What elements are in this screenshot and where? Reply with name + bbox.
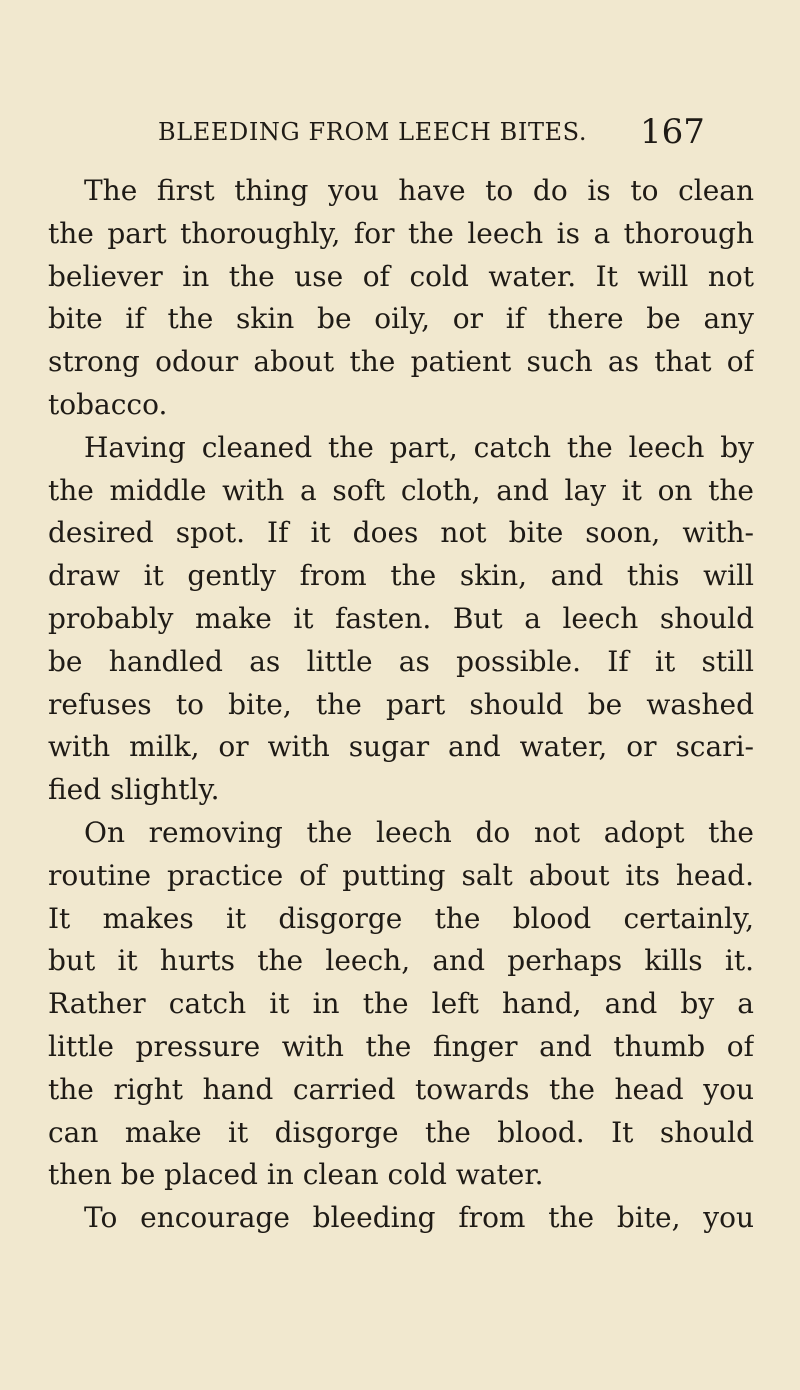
text-line: the right hand carried towards the head you (48, 1072, 754, 1106)
text-line: Having cleaned the part, catch the leech by (84, 430, 754, 464)
text-line: be handled as little as possible. If it still (48, 644, 754, 678)
text-line: little pressure with the finger and thumb of (48, 1029, 754, 1063)
text-line: believer in the use of cold water. It will not (48, 259, 754, 293)
text-line: draw it gently from the skin, and this will (48, 559, 754, 593)
text-line: fied slightly. (48, 773, 220, 807)
text-line: On removing the leech do not adopt the (84, 815, 754, 849)
text-line: but it hurts the leech, and perhaps kills it. (48, 944, 754, 978)
text-line: The first thing you have to do is to clean (84, 174, 754, 207)
text-line: bite if the skin be oily, or if there be any (48, 302, 754, 336)
text-line: the middle with a soft cloth, and lay it on the (48, 473, 754, 507)
text-line: strong odour about the patient such as that of (48, 345, 754, 379)
text-line: routine practice of putting salt about its head. (48, 858, 754, 892)
text-line: the part thoroughly, for the leech is a thorough (48, 216, 754, 250)
text-line: tobacco. (48, 387, 168, 421)
text-line: can make it disgorge the blood. It should (48, 1115, 754, 1149)
running-head (0, 112, 800, 152)
text-line: desired spot. If it does not bite soon, with- (48, 516, 754, 550)
body-text (48, 170, 754, 1240)
page-number: 167 (640, 112, 705, 152)
text-line: probably make it fasten. But a leech should (48, 601, 754, 635)
text-line: refuses to bite, the part should be washed (48, 687, 754, 721)
text-line: It makes it disgorge the blood certainly, (48, 901, 754, 935)
text-line: with milk, or with sugar and water, or scari- (48, 730, 754, 764)
text-line: To encourage bleeding from the bite, you (84, 1201, 754, 1235)
running-title: BLEEDING FROM LEECH BITES. (158, 118, 588, 146)
text-line: then be placed in clean cold water. (48, 1158, 544, 1192)
text-line: Rather catch it in the left hand, and by a (48, 987, 754, 1021)
